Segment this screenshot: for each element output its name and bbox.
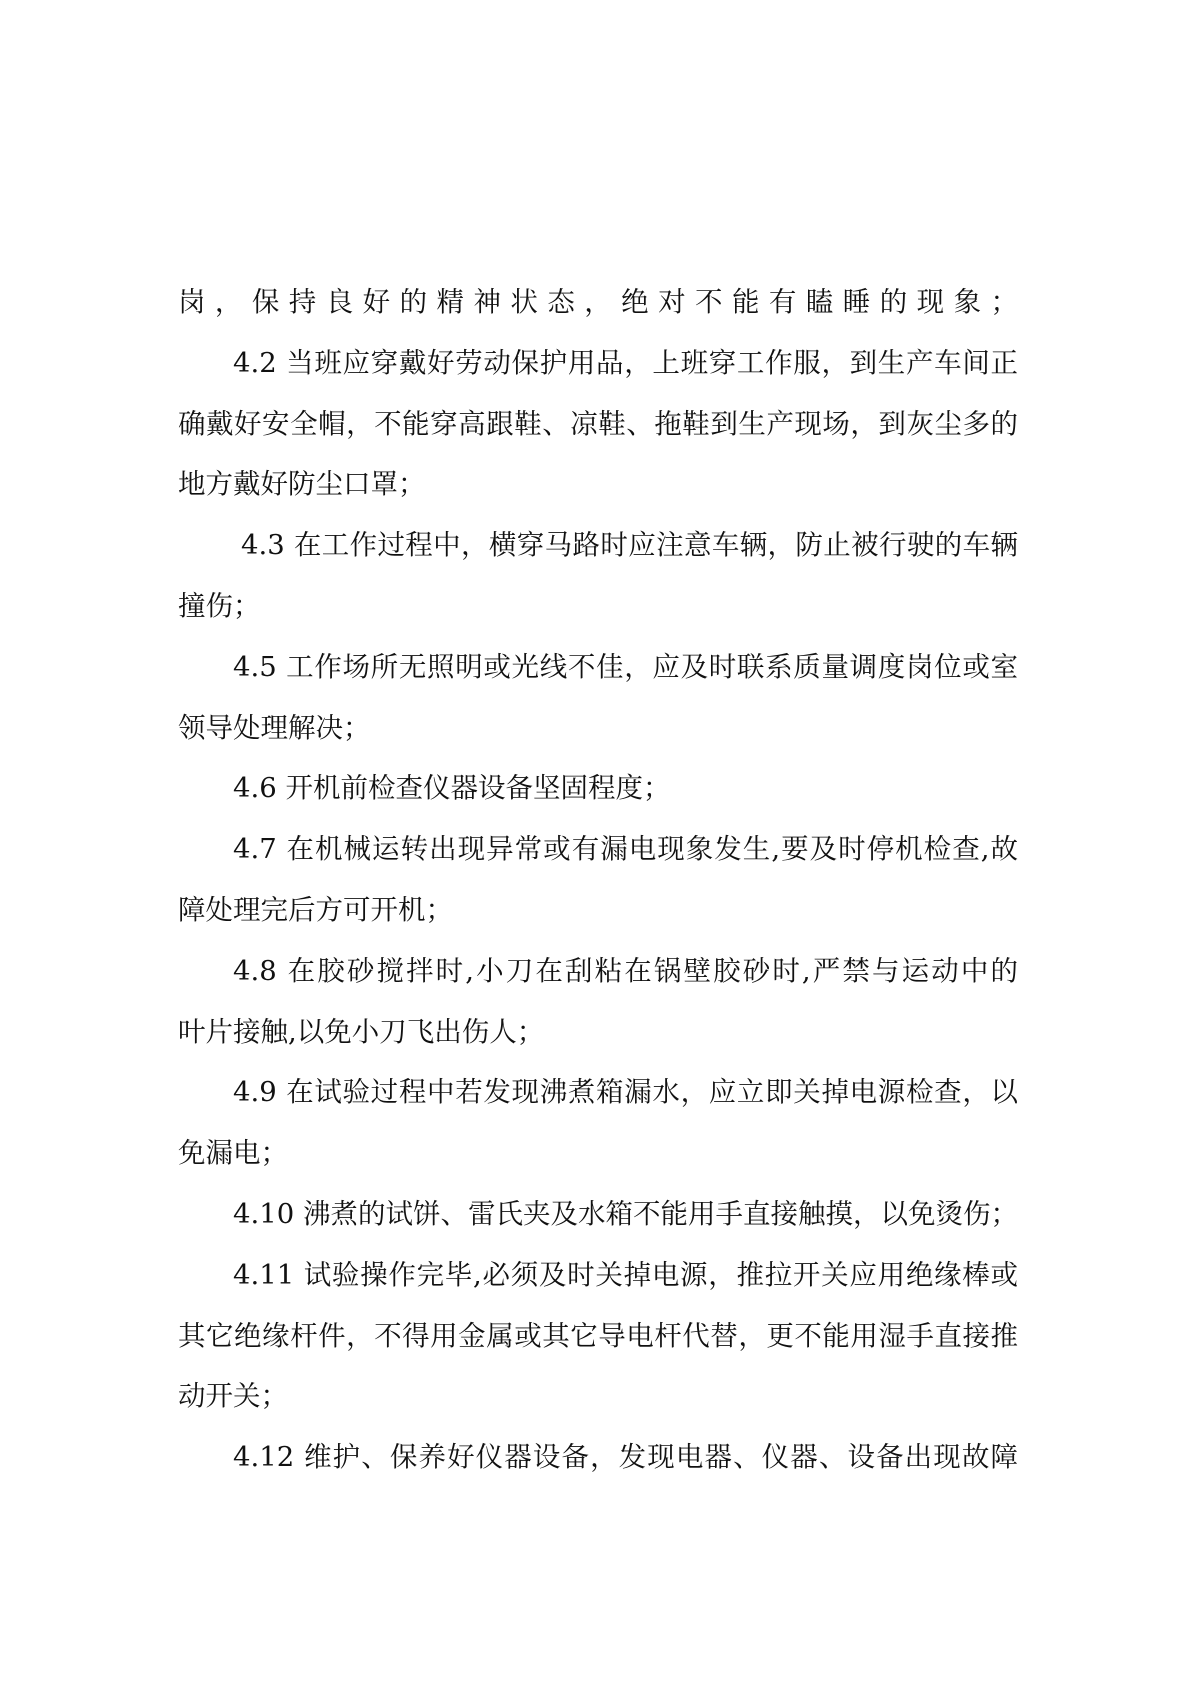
text-line: 免漏电； xyxy=(178,1137,288,1170)
text-line: 障处理完后方可开机； xyxy=(178,893,453,926)
paragraph-4-10-line: 4.10 沸煮的试饼、雷氏夹及水箱不能用手直接触摸，以免烫伤； xyxy=(233,1197,1018,1230)
paragraph-4-3-line: 4.3 在工作过程中，横穿马路时应注意车辆，防止被行驶的车辆 xyxy=(241,529,1018,562)
paragraph-4-7-line: 4.7 在机械运转出现异常或有漏电现象发生,要及时停机检查,故 xyxy=(233,833,1018,866)
paragraph-4-5-line: 4.5 工作场所无照明或光线不佳，应及时联系质量调度岗位或室 xyxy=(233,650,1018,683)
paragraph-4-12-line: 4.12 维护、保养好仪器设备，发现电器、仪器、设备出现故障 xyxy=(233,1441,1018,1474)
text-line: 领导处理解决； xyxy=(178,711,371,744)
text-line: 撞伤； xyxy=(178,589,261,622)
paragraph-4-11-line: 4.11 试验操作完毕,必须及时关掉电源，推拉开关应用绝缘棒或 xyxy=(233,1258,1018,1291)
paragraph-4-9-line: 4.9 在试验过程中若发现沸煮箱漏水，应立即关掉电源检查，以 xyxy=(233,1076,1018,1109)
text-line: 其它绝缘杆件，不得用金属或其它导电杆代替，更不能用湿手直接推 xyxy=(178,1319,1018,1352)
text-line: 地方戴好防尘口罩； xyxy=(178,468,426,501)
paragraph-4-6-line: 4.6 开机前检查仪器设备坚固程度； xyxy=(233,772,671,805)
text-line: 岗，保持良好的精神状态，绝对不能有瞌睡的现象； xyxy=(178,286,1018,318)
text-line: 叶片接触,以免小刀飞出伤人； xyxy=(178,1015,545,1048)
paragraph-4-8-line: 4.8 在胶砂搅拌时,小刀在刮粘在锅壁胶砂时,严禁与运动中的 xyxy=(233,954,1018,987)
body-text xyxy=(178,272,1018,1488)
text-line: 动开关； xyxy=(178,1380,288,1413)
text-line: 确戴好安全帽，不能穿高跟鞋、凉鞋、拖鞋到生产现场，到灰尘多的 xyxy=(178,407,1018,440)
paragraph-4-2-line: 4.2 当班应穿戴好劳动保护用品，上班穿工作服，到生产车间正 xyxy=(233,346,1018,379)
